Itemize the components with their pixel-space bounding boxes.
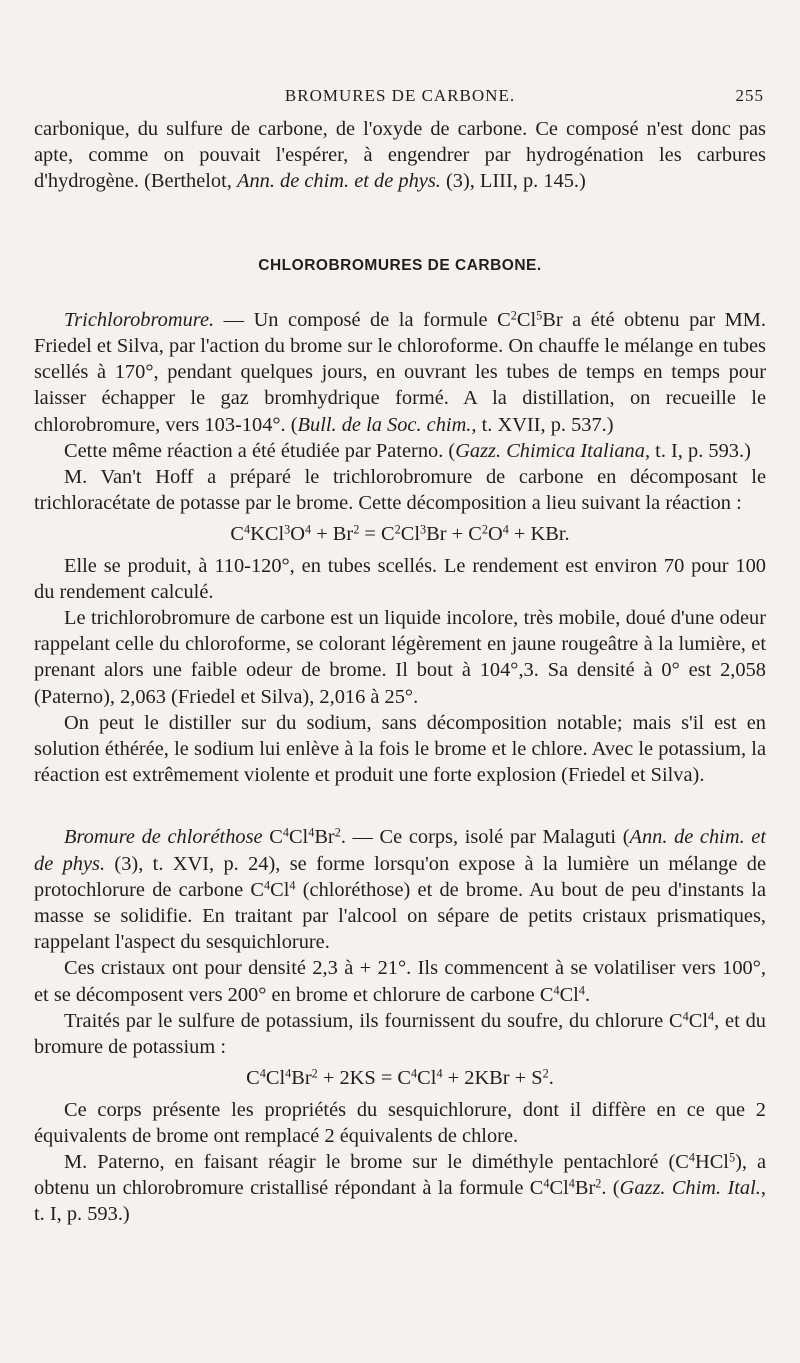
crystals-paragraph: Ces cristaux ont pour densité 2,3 à + 21°. Ils commencent à se volatiliser vers 100°, et se décomposent vers 200° en brome et chlorure de carbone $C^4Cl^4$.: [34, 957, 766, 1006]
chlorethose-paragraph: Bromure de chloréthose $C^4Cl^4Br^2$. — Ce corps, isolé par Malaguti (Ann. de chim. et de phys. (3), t. XVI, p. 24), se forme lorsqu'on expose à la lumière un mélange de protochlorure de carbone $C^4Cl^4$ (chloréthose) et de brome. Au bout de peu d'instants la masse se solidifie. En traitant par l'alcool on sépare de petits cristaux prismatiques, rappelant l'aspect du sesquichlorure.: [34, 825, 767, 954]
page-body: [34, 116, 766, 1228]
page-number: 255: [735, 86, 764, 105]
paragraph-lead: Trichlorobromure.: [64, 308, 215, 331]
paragraph-gap: [34, 788, 766, 824]
running-header: [34, 86, 766, 110]
reaction-equation: $C^4Cl^4Br^2 + 2KS = C^4Cl^4 + 2KBr + S^2$.: [246, 1066, 554, 1090]
reaction-equation: $C^4KCl^3O^4 + Br^2 = C^2Cl^3Br + C^2O^4$ + KBr.: [230, 522, 570, 546]
distillation-paragraph: On peut le distiller sur du sodium, sans décomposition notable; mais s'il est en solution éthérée, le sodium lui enlève à la fois le brome et le chlore. Avec le potassium, la réaction est extrêmement violente et produit une forte explosion (Friedel et Silva).: [34, 711, 766, 787]
journal-reference: Ann. de chim. et de phys.: [237, 170, 441, 193]
journal-reference: Gazz. Chimica Italiana: [455, 439, 645, 462]
running-title: BROMURES DE CARBONE.: [284, 86, 516, 105]
yield-paragraph: Elle se produit, à 110-120°, en tubes scellés. Le rendement est environ 70 pour 100 du rendement calculé.: [34, 554, 766, 603]
paterno-bromide-paragraph: M. Paterno, en faisant réagir le brome sur le diméthyle pentachloré $(C^4HCl^5)$, a obtenu un chlorobromure cristallisé répondant à la formule $C^4Cl^4Br^2$. (Gazz. Chim. Ital., t. I, p. 593.): [34, 1150, 766, 1226]
intro-paragraph: carbonique, du sulfure de carbone, de l'oxyde de carbone. Ce composé n'est donc pas apte, comme on pouvait l'espérer, à engendrer par hydrogénation les carbures d'hydrogène. (Berthelot, Ann. de chim. et de phys. (3), LIII, p. 145.): [34, 118, 766, 193]
sesquichlorure-paragraph: Ce corps présente les propriétés du sesquichlorure, dont il diffère en ce que 2 équivalents de brome ont remplacé 2 équivalents de chlore.: [34, 1098, 766, 1147]
section-heading: CHLOROBROMURES DE CARBONE.: [258, 256, 542, 274]
journal-reference: Ann. de chim. et de phys.: [34, 826, 766, 875]
trichlorobromure-paragraph: Trichlorobromure. — Un composé de la formule $C^2Cl^5Br$ a été obtenu par MM. Friedel et Silva, par l'action du brome sur le chloroforme. On chauffe le mélange en tubes scellés à 170°, pendant quelques jours, en ouvrant les tubes de temps en temps pour laisser échapper le gaz bromhydrique formé. A la distillation, on recueille le chlorobromure, vers 103-104°. (Bull. de la Soc. chim., t. XVII, p. 537.): [34, 308, 766, 436]
properties-paragraph: Le trichlorobromure de carbone est un liquide incolore, très mobile, doué d'une odeur rappelant celle du chloroforme, se colorant légèrement en jaune rougeâtre à la lumière, et prenant alors une faible odeur de brome. Il bout à 104°,3. Sa densité à 0° est 2,058 (Paterno), 2,063 (Friedel et Silva), 2,016 à 25°.: [34, 607, 766, 708]
journal-reference: Gazz. Chim. Ital.: [619, 1177, 761, 1200]
paterno-paragraph: Cette même réaction a été étudiée par Paterno. (Gazz. Chimica Italiana, t. I, p. 593.): [64, 439, 751, 462]
paragraph-lead: Bromure de chloréthose: [64, 826, 263, 849]
journal-reference: Bull. de la Soc. chim.: [297, 413, 472, 436]
treatment-paragraph: Traités par le sulfure de potassium, ils fournissent du soufre, du chlorure $C^4Cl^4$, et du bromure de potassium :: [34, 1009, 766, 1059]
vanthoff-paragraph: M. Van't Hoff a préparé le trichlorobromure de carbone en décomposant le trichloracétate de potasse par le brome. Cette décomposition a lieu suivant la réaction :: [34, 466, 766, 515]
